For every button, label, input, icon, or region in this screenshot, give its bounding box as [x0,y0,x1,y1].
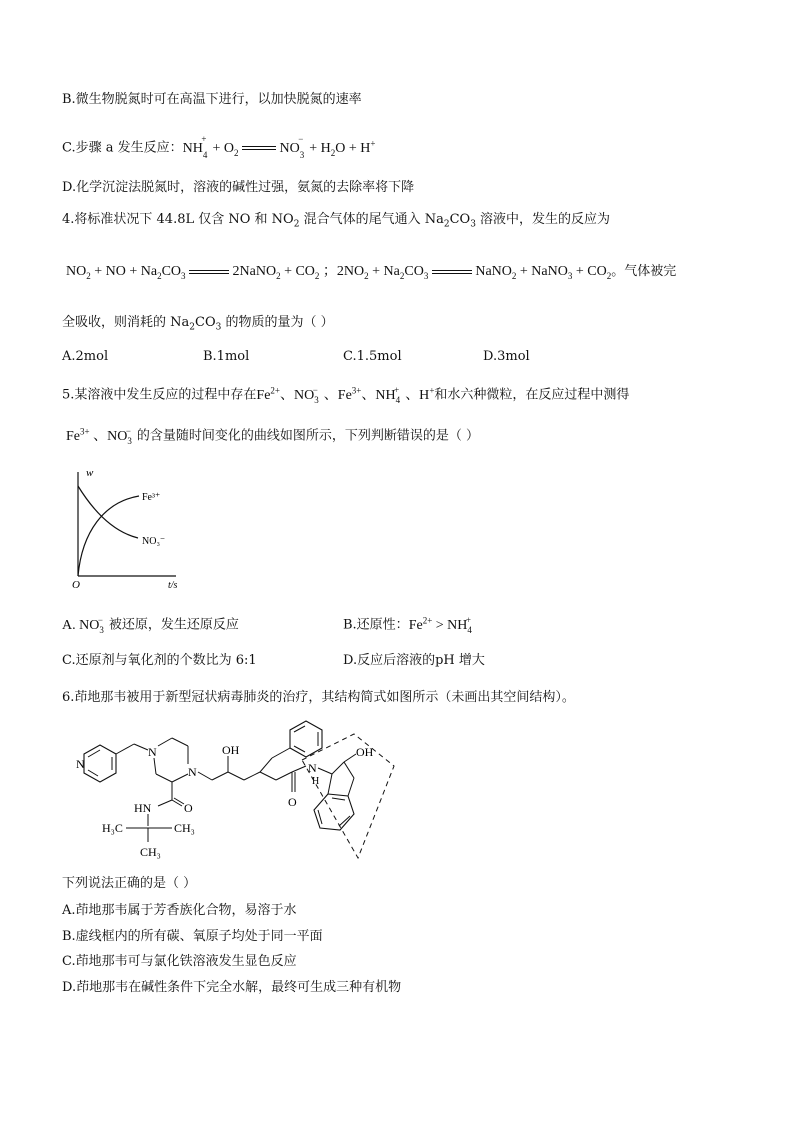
benzene-ring-2 [314,794,354,830]
q6-option-c: C.茚地那韦可与氯化铁溶液发生显色反应 [62,954,297,969]
no3-label: NO₃⁻ [142,536,166,547]
q6-option-a: A.茚地那韦属于芳香族化合物，易溶于水 [62,903,297,918]
indane-c2-c3 [344,762,354,778]
indane-c1-ar [328,774,332,794]
q4-equations: $NO_2$ + NO + $Na_2CO_3$ 2NaNO$_2$ + $CO_2$ ；$2NO_2 + Na_2CO_3$ NaNO$_2$ + NaNO$_3$ + $CO_2$。气体被完 [66,264,677,281]
indane-c3-ar [348,778,354,796]
q5-option-b: B.还原性：$Fe^{2+} > NH_4^+$ [343,615,472,635]
chain-6 [276,772,292,780]
x-axis-label: t/s [168,580,178,591]
benzyl-ch2-2 [272,748,290,758]
q5-option-a-text: 被还原，发生还原反应 [108,617,239,633]
q3-option-c-equation: $NH_4^++ O_2$ $NO_3^-+ H_2O + H^+$ [182,134,376,161]
q5-option-b-text: B.还原性： [343,617,409,633]
bond-ch2-n [134,744,148,750]
q4-line3-text1: 全吸收，则消耗的 Na [62,315,190,330]
piperazine-n1: N [148,745,157,759]
pyridine-n: N [76,757,85,771]
q6-structure-diagram [62,712,402,862]
q4-option-d: D.3mol [483,349,530,364]
chain-3 [228,772,244,780]
q4-stem-text1: 4.将标准状况下 44.8L 仅含 NO 和 NO [62,212,294,227]
pip-bond-1 [158,738,172,746]
q4-line3: 全吸收，则消耗的 $Na_2CO_3$ 的物质的量为（ ） [62,315,334,333]
pip-bond-6 [154,758,156,774]
co-bond-2 [174,798,184,804]
q4-line3-text2: 的物质的量为（ ） [221,315,334,330]
n-indane-bond [318,768,332,774]
q4-option-a: A.2mol [62,349,109,364]
bond-ch2 [116,744,134,754]
c-n-bond [158,800,172,806]
tbu-ch3-right: CH₃ [174,821,195,835]
chain-oh: OH [222,743,240,757]
q6-option-d: D.茚地那韦在碱性条件下完全水解，最终可生成三种有机物 [62,980,402,995]
q4-stem-text3: 溶液中，发生的反应为 [475,212,611,227]
tbu-ch3-left: H₃C [102,821,123,835]
chain-2 [212,772,228,780]
no3-curve [78,486,138,538]
chain-5 [260,772,276,780]
origin-label: O [72,579,80,591]
q5-line2 [66,421,479,450]
q5-line2-text: 的含量随时间变化的曲线如图所示，下列判断错误的是（ ） [136,428,480,444]
q5-stem-text2: 和水六种微粒，在反应过程中测得 [434,387,630,403]
q5-stem-text1: 5.某溶液中发生反应的过程中存在 [62,387,257,403]
y-axis-label: w [86,467,94,479]
chain-1 [198,772,212,780]
q4-stem-text2: 混合气体的尾气通入 Na [299,212,444,227]
benzene2-double-3 [318,810,322,824]
pip-bond-2 [172,738,188,746]
pip-bond-5 [156,774,172,782]
co-bond-1 [172,800,182,806]
q6-option-b: B.虚线框内的所有碳、氧原子均处于同一平面 [62,929,323,944]
amide-n4: N [308,761,317,775]
piperazine-n2: N [188,765,197,779]
q4-option-b: B.1mol [203,349,250,364]
q4-stem: 4.将标准状况下 44.8L 仅含 NO 和 $NO_2$ 混合气体的尾气通入 $Na_2CO_3$ 溶液中，发生的反应为 [62,212,611,230]
q5-option-c: C.还原剂与氧化剂的个数比为 6:1 [62,653,257,668]
benzyl-ch2-1 [260,758,272,772]
q3-option-d: D.化学沉淀法脱氮时，溶液的碱性过强，氨氮的去除率将下降 [62,180,415,195]
q5-species: $Fe^{2+}$、$NO_3^-$ 、$Fe^{3+}$、$NH_4^+$ 、H+ [256,385,435,405]
q3-option-c-label: C.步骤 a 发生反应： [62,140,183,156]
amide-hn: HN [134,801,152,815]
amide-o2: O [288,795,297,809]
c-nh-bond [292,766,306,772]
indane-oh: OH [356,745,374,759]
q5-line2-species: $Fe^{3+}$ 、$NO_3^-$ [66,426,132,446]
q5-option-a: A. $NO_3^-$ 被还原，发生还原反应 [62,615,239,635]
fe3-label: Fe³⁺ [142,492,161,503]
pip-bond-4 [172,774,188,782]
q5-chart [64,462,194,592]
benzene-ring-1 [290,721,322,757]
q4-option-c: C.1.5mol [343,349,402,364]
q4-tail-text: 。气体被完 [611,264,677,279]
tbu-ch3-bottom: CH₃ [140,845,161,859]
q6-question: 下列说法正确的是（ ） [62,876,197,891]
indane-c1-c2 [332,762,344,774]
q3-option-b: B.微生物脱氮时可在高温下进行，以加快脱氮的速率 [62,92,362,107]
amide-o1: O [184,801,193,815]
q5-option-d: D.反应后溶液的pH 增大 [343,653,485,668]
q6-stem: 6.茚地那韦被用于新型冠状病毒肺炎的治疗，其结构简式如图所示（未画出其空间结构）。 [62,690,575,705]
amide-h: H [312,776,320,787]
chain-4 [244,772,260,780]
benzene2-double-1 [332,798,345,800]
q3-option-c [62,133,376,162]
pyridine-double-3 [88,770,98,776]
q5-stem [62,380,629,409]
indane-oh-bond [344,754,356,762]
